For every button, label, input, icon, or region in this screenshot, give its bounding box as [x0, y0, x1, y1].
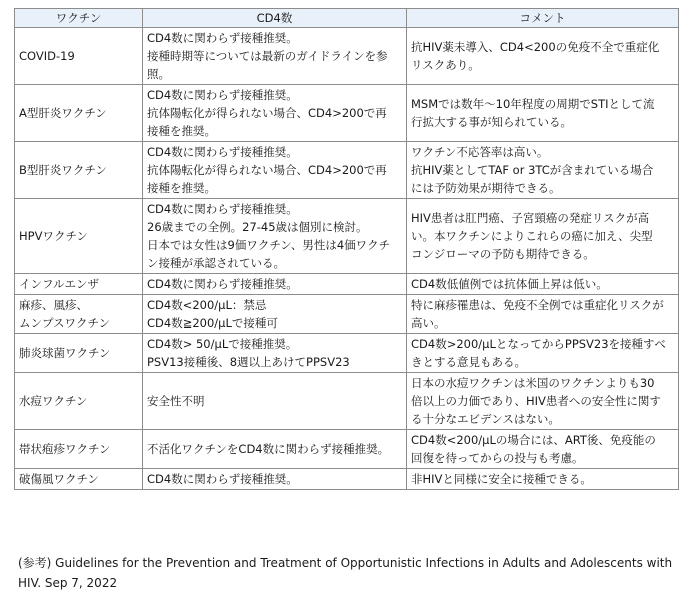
table-row	[15, 142, 679, 199]
vaccine-name-line: インフルエンザ	[19, 277, 100, 291]
comment-note-line: 日本の水痘ワクチンは米国のワクチンよりも30	[411, 376, 655, 390]
vaccine-name	[15, 274, 143, 295]
comment-note	[407, 199, 679, 274]
comment-note-line: ワクチン不応答率は高い。	[411, 145, 549, 159]
table-row	[15, 373, 679, 430]
vaccine-name-line: B型肝炎ワクチン	[19, 163, 107, 177]
comment-note	[407, 85, 679, 142]
cd4-note-line: CD4数に関わらず接種推奨。	[147, 31, 298, 45]
vaccine-table	[14, 8, 679, 490]
cd4-note-line: 抗体陽転化が得られない場合、CD4>200で再	[147, 163, 387, 177]
cd4-note-line: 接種を推奨。	[147, 181, 216, 195]
footnote-line: (参考) Guidelines for the Prevention and Treatment of Opportunistic Infections in Adults and Adolescents with	[18, 556, 673, 570]
cd4-note-line: CD4数に関わらず接種推奨。	[147, 202, 298, 216]
vaccine-name-line: COVID-19	[19, 49, 75, 63]
header-vaccine: ワクチン	[15, 9, 143, 28]
table-row	[15, 274, 679, 295]
cd4-note-line: CD4数に関わらず接種推奨。	[147, 472, 298, 486]
cd4-note-line: 不活化ワクチンをCD4数に関わらず接種推奨。	[147, 442, 390, 456]
vaccine-name	[15, 469, 143, 490]
comment-note	[407, 373, 679, 430]
cd4-note-line: 26歳までの全例。27-45歳は個別に検討。	[147, 220, 368, 234]
comment-note-line: きとする意見もある。	[411, 355, 526, 369]
vaccine-name-line: ムンプスワクチン	[19, 316, 110, 330]
comment-note-line: 回復を待ってからの投与も考慮。	[411, 451, 584, 465]
cd4-note-line: ン接種が承認されている。	[147, 256, 285, 270]
comment-note	[407, 430, 679, 469]
comment-note-line: い。本ワクチンによりこれらの癌に加え、尖型	[411, 229, 653, 243]
comment-note-line: 行拡大する事が知られている。	[411, 115, 572, 129]
vaccine-name	[15, 28, 143, 85]
comment-note	[407, 274, 679, 295]
vaccine-name-line: HPVワクチン	[19, 229, 88, 243]
cd4-note	[143, 142, 407, 199]
comment-note-line: には予防効果が期待できる。	[411, 181, 561, 195]
table-row	[15, 85, 679, 142]
comment-note	[407, 334, 679, 373]
table-row	[15, 295, 679, 334]
vaccine-name-line: A型肝炎ワクチン	[19, 106, 107, 120]
comment-note	[407, 295, 679, 334]
cd4-note-line: CD4数に関わらず接種推奨。	[147, 88, 298, 102]
comment-note-line: 高い。	[411, 316, 446, 330]
table-body	[15, 28, 679, 490]
cd4-note	[143, 199, 407, 274]
cd4-note	[143, 373, 407, 430]
comment-note-line: リスクあり。	[411, 58, 480, 72]
cd4-note-line: 日本では女性は9価ワクチン、男性は4価ワクチ	[147, 238, 391, 252]
comment-note-line: MSMでは数年～10年程度の周期でSTIとして流	[411, 97, 655, 111]
comment-note-line: 倍以上の力価であり、HIV患者への安全性に関す	[411, 394, 661, 408]
cd4-note-line: 安全性不明	[147, 394, 205, 408]
table-row	[15, 199, 679, 274]
comment-note-line: 抗HIV薬未導入、CD4<200の免疫不全で重症化	[411, 40, 660, 54]
vaccine-name-line: 帯状疱疹ワクチン	[19, 442, 111, 456]
table-header-row	[15, 9, 679, 28]
cd4-note-line: PSV13接種後、8週以上あけてPPSV23	[147, 355, 350, 369]
cd4-note	[143, 334, 407, 373]
vaccine-name	[15, 430, 143, 469]
cd4-note	[143, 85, 407, 142]
cd4-note-line: CD4数<200/μL：禁忌	[147, 298, 267, 312]
cd4-note-line: CD4数≧200/μLで接種可	[147, 316, 278, 330]
cd4-note	[143, 430, 407, 469]
comment-note-line: CD4数>200/μLとなってからPPSV23を接種すべ	[411, 337, 666, 351]
vaccine-name	[15, 295, 143, 334]
vaccine-name-line: 麻疹、風疹、	[19, 298, 88, 312]
comment-note-line: HIV患者は肛門癌、子宮頸癌の発症リスクが高	[411, 211, 650, 225]
table-row	[15, 469, 679, 490]
vaccine-name	[15, 373, 143, 430]
cd4-note-line: 接種を推奨。	[147, 124, 216, 138]
comment-note-line: 抗HIV薬としてTAF or 3TCが含まれている場合	[411, 163, 654, 177]
comment-note-line: CD4数<200/μLの場合には、ART後、免疫能の	[411, 433, 656, 447]
comment-note-line: る十分なエビデンスはない。	[411, 412, 560, 426]
header-cd4: CD4数	[143, 9, 407, 28]
cd4-note-line: 抗体陽転化が得られない場合、CD4>200で再	[147, 106, 387, 120]
comment-note-line: 非HIVと同様に安全に接種できる。	[411, 472, 592, 486]
vaccine-name	[15, 142, 143, 199]
cd4-note-line: CD4数に関わらず接種推奨。	[147, 145, 298, 159]
comment-note-line: コンジローマの予防も期待できる。	[411, 247, 595, 261]
cd4-note-line: 照。	[147, 67, 170, 81]
vaccine-name	[15, 85, 143, 142]
cd4-note-line: CD4数に関わらず接種推奨。	[147, 277, 298, 291]
cd4-note	[143, 295, 407, 334]
table-row	[15, 430, 679, 469]
comment-note	[407, 28, 679, 85]
footnote-line: HIV. Sep 7, 2022	[18, 576, 118, 590]
cd4-note	[143, 28, 407, 85]
vaccine-name-line: 肺炎球菌ワクチン	[19, 346, 111, 360]
header-comment: コメント	[407, 9, 679, 28]
vaccine-name	[15, 199, 143, 274]
cd4-note	[143, 469, 407, 490]
vaccine-name-line: 水痘ワクチン	[19, 394, 88, 408]
comment-note-line: 特に麻疹罹患は、免疫不全例では重症化リスクが	[411, 298, 664, 312]
cd4-note-line: CD4数> 50/μLで接種推奨。	[147, 337, 298, 351]
table-row	[15, 334, 679, 373]
vaccine-name	[15, 334, 143, 373]
comment-note	[407, 469, 679, 490]
table-row	[15, 28, 679, 85]
cd4-note	[143, 274, 407, 295]
comment-note	[407, 142, 679, 199]
vaccine-name-line: 破傷風ワクチン	[19, 472, 99, 486]
cd4-note-line: 接種時期等については最新のガイドラインを参	[147, 49, 388, 63]
reference-footnote	[18, 553, 678, 593]
comment-note-line: CD4数低値例では抗体価上昇は低い。	[411, 277, 608, 291]
